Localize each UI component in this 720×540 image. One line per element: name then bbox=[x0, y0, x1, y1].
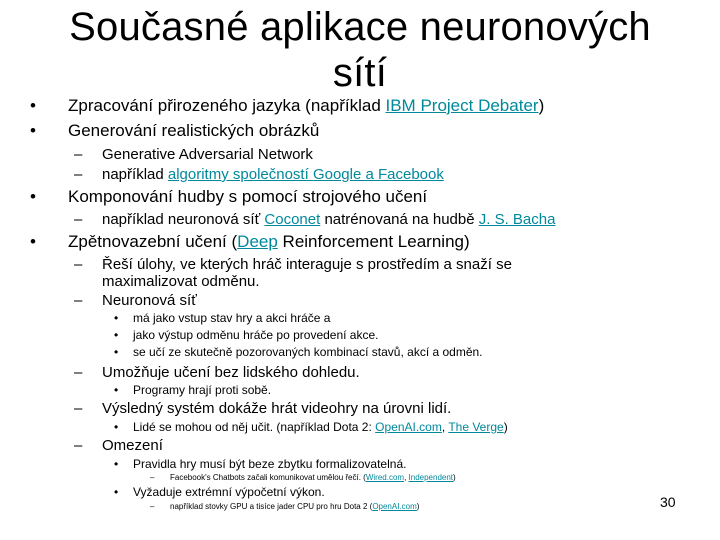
subitem-neural-network bbox=[74, 292, 197, 309]
link-deep[interactable]: Deep bbox=[237, 232, 278, 251]
item-text: Řeší úlohy, ve kterých hráč interaguje s prostředím a snaží se bbox=[102, 256, 512, 273]
subsubitem-formal-rules bbox=[114, 457, 406, 471]
subitem-google-facebook bbox=[74, 166, 444, 183]
link-the-verge[interactable]: The Verge bbox=[448, 420, 504, 434]
bullet-marker: • bbox=[114, 345, 119, 359]
title-line-1: Současné aplikace neuronových bbox=[69, 5, 651, 49]
subsubitem-input bbox=[114, 311, 330, 325]
item-text-suffix: ) bbox=[503, 420, 508, 434]
item-text: Neuronová síť bbox=[102, 292, 197, 309]
item-text: maximalizovat odměnu. bbox=[102, 273, 260, 290]
subitem-task-description-cont bbox=[102, 273, 260, 290]
dash-marker: – bbox=[74, 400, 83, 417]
item-text: Komponování hudby s pomocí strojového učení bbox=[68, 187, 428, 206]
link-js-bach[interactable]: J. S. Bacha bbox=[478, 211, 556, 228]
item-text: jako výstup odměnu hráče po provedení akce. bbox=[133, 328, 379, 342]
bullet-marker: • bbox=[30, 96, 36, 115]
item-text: například stovky GPU a tisíce jader CPU pro hru Dota 2 ( bbox=[170, 502, 373, 511]
item-text: Lidé se mohou od něj učit. (například Dota 2: bbox=[133, 420, 376, 434]
subitem-unsupervised bbox=[74, 364, 360, 381]
link-ibm-project-debater[interactable]: IBM Project Debater bbox=[385, 96, 539, 115]
item-text-suffix: ) bbox=[538, 96, 545, 115]
item-text: Generování realistických obrázků bbox=[68, 121, 320, 140]
dash-marker: – bbox=[74, 364, 83, 381]
bullet-marker: • bbox=[30, 187, 36, 206]
link-openai-dota[interactable]: OpenAI.com bbox=[372, 502, 417, 511]
item-text: Pravidla hry musí být beze zbytku formalizovatelná. bbox=[133, 457, 407, 471]
bullet-item-music bbox=[30, 187, 427, 207]
bullet-marker: • bbox=[114, 457, 119, 471]
bullet-item-nlp bbox=[30, 96, 544, 116]
bullet-marker: • bbox=[30, 121, 36, 140]
item-text: se učí ze skutečně pozorovaných kombinací stavů, akcí a odměn. bbox=[133, 345, 483, 359]
dash-marker: – bbox=[74, 146, 83, 163]
item-text-suffix: Reinforcement Learning) bbox=[277, 232, 470, 251]
title-line-2: sítí bbox=[332, 51, 388, 95]
bullet-marker: • bbox=[114, 420, 119, 434]
item-text: Facebook's Chatbots začali komunikovat umělou řečí. ( bbox=[170, 473, 366, 482]
item-text: Umožňuje učení bez lidského dohledu. bbox=[102, 364, 360, 381]
item-text-suffix: ) bbox=[453, 473, 456, 482]
link-google-facebook[interactable]: algoritmy společností Google a Facebook bbox=[167, 166, 444, 183]
item-text: například neuronová síť bbox=[102, 211, 265, 228]
subsubitem-learning bbox=[114, 345, 483, 359]
slide-title bbox=[0, 4, 720, 96]
link-wired[interactable]: Wired.com bbox=[365, 473, 405, 482]
subsubitem-learn-from-it bbox=[114, 420, 508, 434]
page-number: 30 bbox=[660, 494, 676, 510]
item-text-mid: , bbox=[441, 420, 449, 434]
bullet-marker: • bbox=[114, 485, 119, 499]
subitem-videogames bbox=[74, 400, 451, 417]
dash-marker: – bbox=[74, 256, 83, 273]
link-openai[interactable]: OpenAI.com bbox=[375, 420, 442, 434]
subsubitem-output bbox=[114, 328, 378, 342]
subitem-limitations bbox=[74, 437, 163, 454]
item-text: má jako vstup stav hry a akci hráče a bbox=[133, 311, 331, 325]
item-text: Omezení bbox=[102, 437, 163, 454]
item-text: Vyžaduje extrémní výpočetní výkon. bbox=[133, 485, 325, 499]
dash-marker: – bbox=[74, 437, 83, 454]
dash-marker: – bbox=[74, 292, 83, 309]
subitem-gan bbox=[74, 146, 313, 163]
bullet-item-image-generation bbox=[30, 121, 319, 141]
item-text: Zpracování přirozeného jazyka (například bbox=[68, 96, 386, 115]
item-text-mid: , bbox=[404, 473, 409, 482]
detail-facebook-chatbots bbox=[150, 473, 456, 482]
bullet-marker: • bbox=[30, 232, 36, 251]
item-text: Zpětnovazební učení ( bbox=[68, 232, 238, 251]
subsubitem-compute bbox=[114, 485, 325, 499]
bullet-marker: • bbox=[114, 383, 119, 397]
bullet-item-reinforcement-learning bbox=[30, 232, 470, 252]
detail-gpu-cpu bbox=[150, 502, 419, 511]
dash-marker: – bbox=[150, 502, 155, 511]
link-independent[interactable]: Independent bbox=[408, 473, 454, 482]
dash-marker: – bbox=[150, 473, 155, 482]
bullet-marker: • bbox=[114, 328, 119, 342]
item-text-mid: natrénovaná na hudbě bbox=[320, 211, 479, 228]
bullet-marker: • bbox=[114, 311, 119, 325]
subitem-task-description bbox=[74, 256, 512, 273]
item-text-suffix: ) bbox=[416, 502, 420, 511]
item-text: Výsledný systém dokáže hrát videohry na úrovni lidí. bbox=[102, 400, 452, 417]
item-text: například bbox=[102, 166, 168, 183]
dash-marker: – bbox=[74, 211, 83, 228]
dash-marker: – bbox=[74, 166, 83, 183]
item-text: Programy hrají proti sobě. bbox=[133, 383, 272, 397]
subitem-coconet bbox=[74, 211, 555, 228]
item-text: Generative Adversarial Network bbox=[102, 146, 313, 163]
subsubitem-self-play bbox=[114, 383, 271, 397]
link-coconet[interactable]: Coconet bbox=[264, 211, 321, 228]
